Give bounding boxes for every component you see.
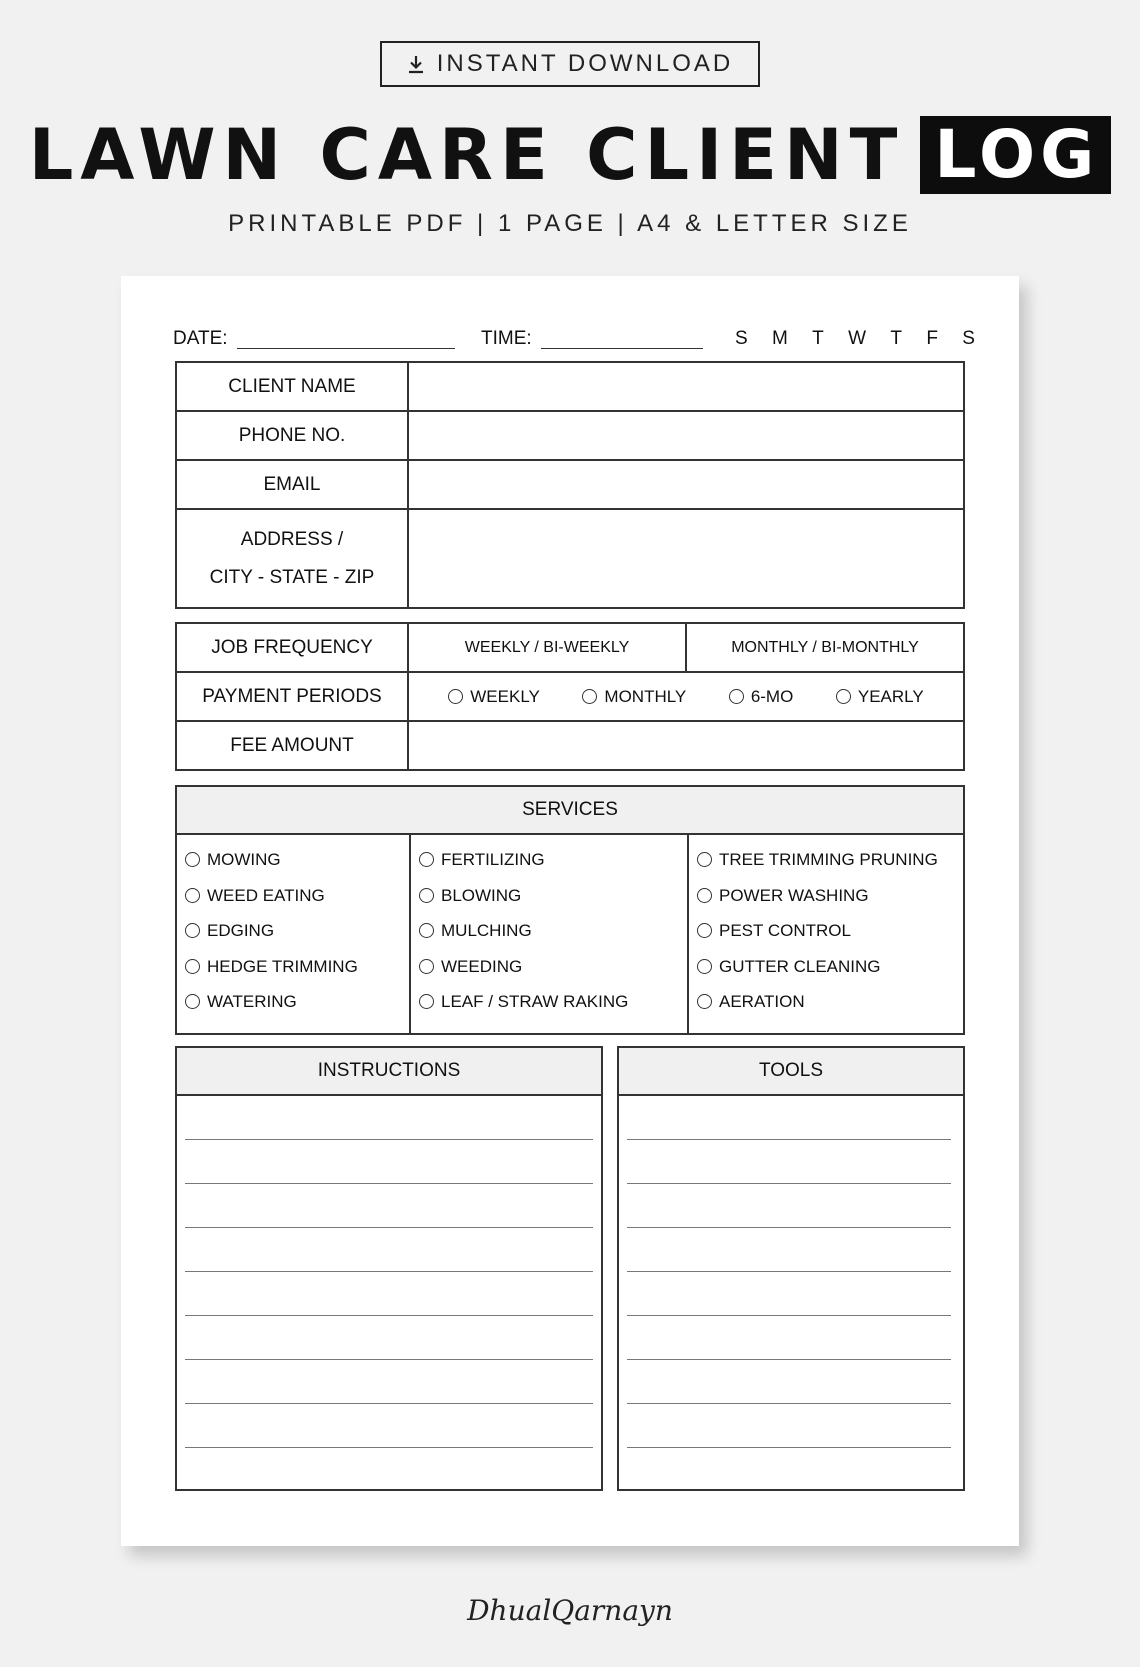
services-title: SERVICES [177,787,963,835]
email-field[interactable] [408,460,964,509]
radio-circle-icon [419,888,434,903]
time-label: TIME: [481,328,532,349]
payment-option-monthly[interactable]: MONTHLY [582,687,686,707]
day-thu[interactable]: T [890,328,902,349]
instant-download-badge [380,41,760,87]
radio-circle-icon [185,852,200,867]
email-label: EMAIL [176,460,408,509]
service-mulching[interactable]: MULCHING [419,918,687,954]
subtitle: PRINTABLE PDF | 1 PAGE | A4 & LETTER SIZE [228,210,912,237]
payment-periods-label: PAYMENT PERIODS [176,672,408,721]
service-blowing[interactable]: BLOWING [419,883,687,919]
address-field[interactable] [408,509,964,608]
radio-circle-icon [729,689,744,704]
radio-circle-icon [185,923,200,938]
address-label [176,509,408,608]
date-label: DATE: [173,328,228,349]
job-table [175,622,965,771]
tools-box [617,1046,965,1491]
signature-text: DhualQarnayn [467,1594,673,1627]
time-line[interactable] [541,348,703,349]
tools-line[interactable] [627,1315,951,1316]
instructions-line[interactable] [185,1315,593,1316]
service-pest-control[interactable]: PEST CONTROL [697,918,963,954]
client-info-table [175,361,965,609]
service-fertilizing[interactable]: FERTILIZING [419,847,687,883]
payment-option-weekly[interactable]: WEEKLY [448,687,540,707]
author-signature [0,1594,1140,1627]
service-tree-trimming[interactable]: TREE TRIMMING PRUNING [697,847,963,883]
tools-line[interactable] [627,1139,951,1140]
date-time-row [173,324,973,354]
instructions-line[interactable] [185,1139,593,1140]
tools-line[interactable] [627,1403,951,1404]
title-highlight: LOG [920,116,1111,194]
service-leaf-straw-raking[interactable]: LEAF / STRAW RAKING [419,989,687,1025]
badge-label: INSTANT DOWNLOAD [436,50,734,77]
instructions-line[interactable] [185,1359,593,1360]
day-mon[interactable]: M [772,328,788,349]
client-name-field[interactable] [408,362,964,411]
day-tue[interactable]: T [812,328,824,349]
radio-circle-icon [582,689,597,704]
services-col-2 [409,835,687,1033]
tools-line[interactable] [627,1227,951,1228]
radio-circle-icon [836,689,851,704]
day-fri[interactable]: F [926,328,938,349]
payment-option-6mo[interactable]: 6-MO [729,687,794,707]
service-weed-eating[interactable]: WEED EATING [185,883,409,919]
date-line[interactable] [237,348,455,349]
radio-circle-icon [419,959,434,974]
fee-amount-field[interactable] [408,721,964,770]
services-col-3 [687,835,963,1033]
instructions-line[interactable] [185,1183,593,1184]
service-hedge-trimming[interactable]: HEDGE TRIMMING [185,954,409,990]
job-frequency-label: JOB FREQUENCY [176,623,408,672]
download-icon [407,54,425,74]
page-title [0,112,1140,198]
instructions-box [175,1046,603,1491]
radio-circle-icon [419,994,434,1009]
radio-circle-icon [448,689,463,704]
radio-circle-icon [697,852,712,867]
service-gutter-cleaning[interactable]: GUTTER CLEANING [697,954,963,990]
service-power-washing[interactable]: POWER WASHING [697,883,963,919]
instructions-title: INSTRUCTIONS [177,1048,601,1096]
payment-options [408,672,964,721]
fee-amount-label: FEE AMOUNT [176,721,408,770]
radio-circle-icon [419,852,434,867]
services-section [175,785,965,1035]
instructions-line[interactable] [185,1227,593,1228]
title-main: LAWN CARE CLIENT [28,114,905,196]
instructions-line[interactable] [185,1271,593,1272]
address-label-line1: ADDRESS / [240,528,344,550]
address-label-line2: CITY - STATE - ZIP [209,566,375,588]
radio-circle-icon [697,959,712,974]
freq-monthly-option[interactable]: MONTHLY / BI-MONTHLY [686,623,964,672]
client-name-label: CLIENT NAME [176,362,408,411]
radio-circle-icon [185,994,200,1009]
freq-weekly-option[interactable]: WEEKLY / BI-WEEKLY [408,623,686,672]
tools-title: TOOLS [619,1048,963,1096]
service-aeration[interactable]: AERATION [697,989,963,1025]
day-wed[interactable]: W [848,328,867,349]
radio-circle-icon [697,923,712,938]
phone-field[interactable] [408,411,964,460]
radio-circle-icon [185,888,200,903]
service-watering[interactable]: WATERING [185,989,409,1025]
service-weeding[interactable]: WEEDING [419,954,687,990]
radio-circle-icon [419,923,434,938]
radio-circle-icon [185,959,200,974]
log-sheet [121,276,1019,1546]
tools-line[interactable] [627,1447,951,1448]
tools-line[interactable] [627,1359,951,1360]
payment-option-yearly[interactable]: YEARLY [836,687,924,707]
instructions-line[interactable] [185,1403,593,1404]
radio-circle-icon [697,994,712,1009]
phone-label: PHONE NO. [176,411,408,460]
services-col-1 [177,835,409,1033]
day-sat[interactable]: S [962,328,975,349]
radio-circle-icon [697,888,712,903]
service-mowing[interactable]: MOWING [185,847,409,883]
instructions-line[interactable] [185,1447,593,1448]
service-edging[interactable]: EDGING [185,918,409,954]
weekday-selector [735,328,975,350]
tools-line[interactable] [627,1271,951,1272]
day-sun[interactable]: S [735,328,748,349]
tools-line[interactable] [627,1183,951,1184]
